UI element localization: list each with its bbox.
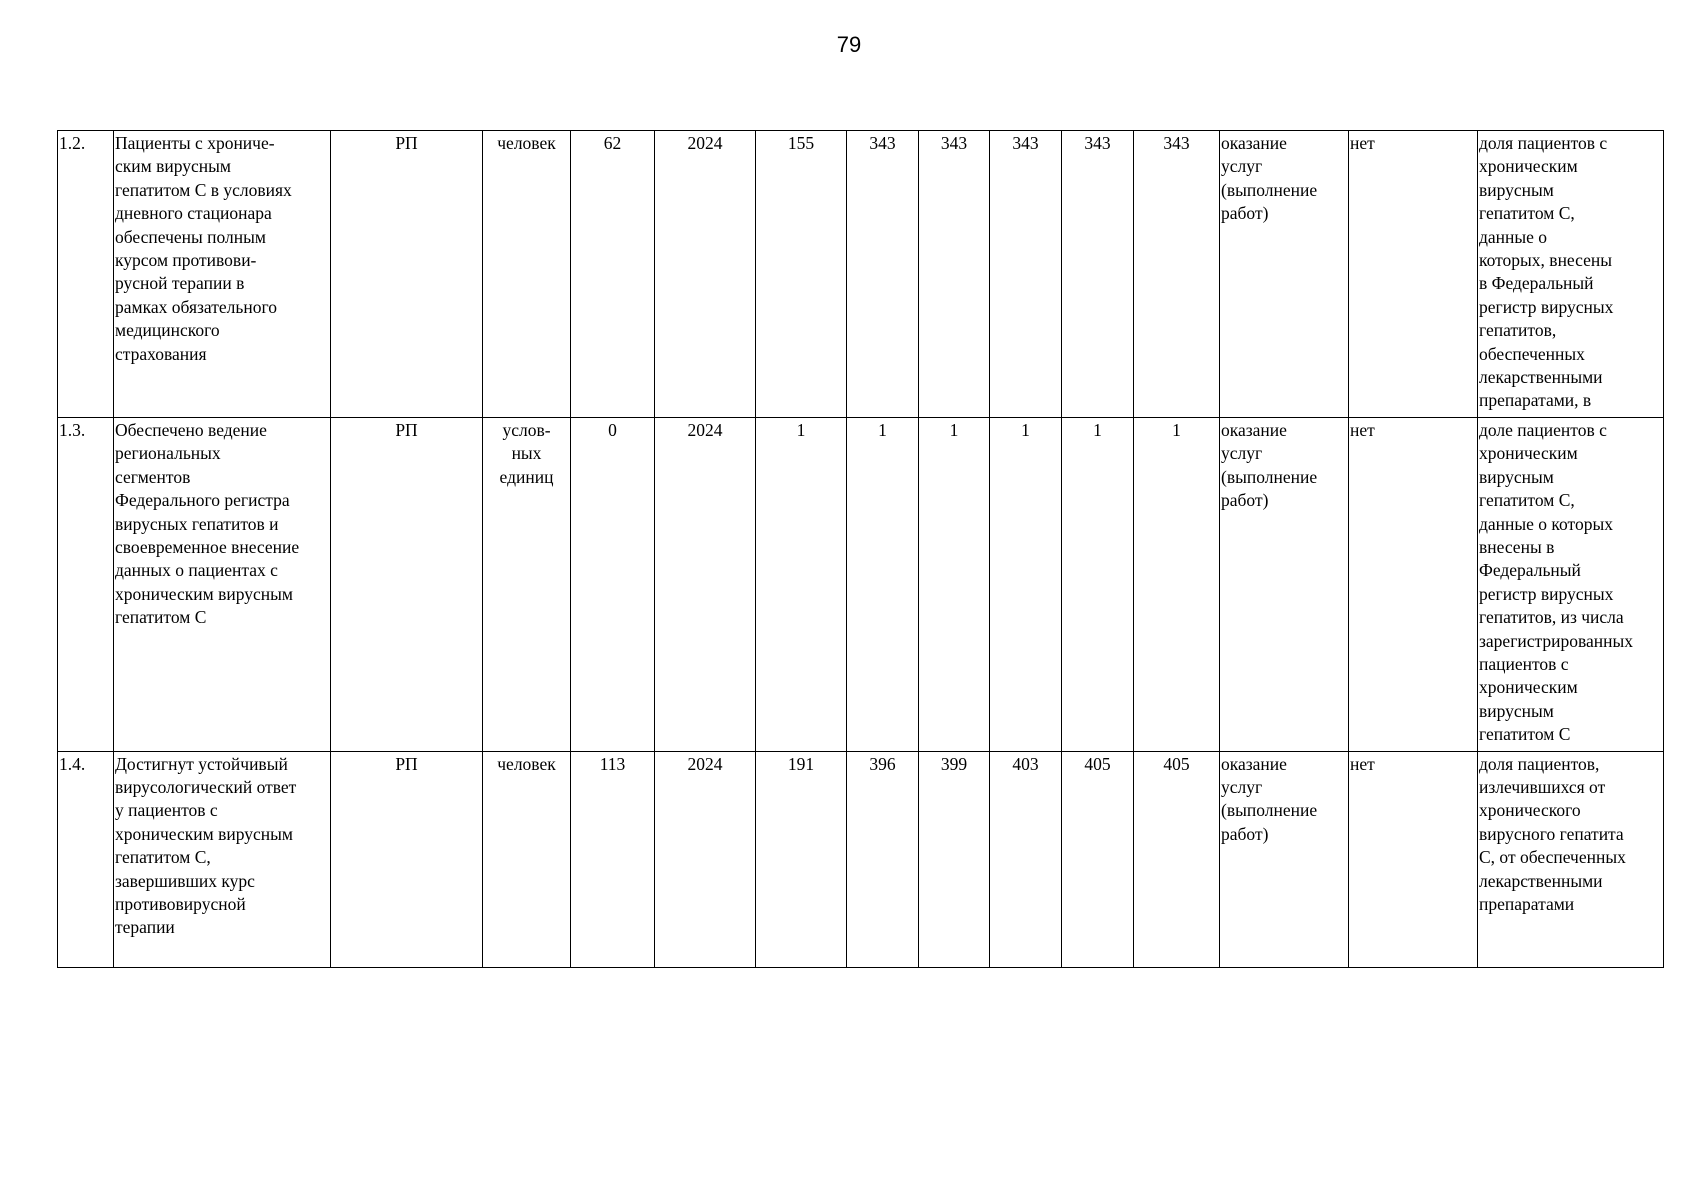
period-value: 1: [847, 417, 919, 751]
page-number: 79: [836, 32, 862, 57]
base-value: 62: [571, 131, 655, 418]
period-value: 405: [1134, 751, 1220, 967]
period-value: 396: [847, 751, 919, 967]
period-value: 1: [1134, 417, 1220, 751]
result-note: доля пациентов, излечившихся от хронического вирусного гепатита С, от обеспеченных лекарственными препаратами: [1478, 751, 1664, 967]
period-value: 1: [1062, 417, 1134, 751]
period-value: 399: [919, 751, 990, 967]
result-flag: нет: [1349, 417, 1478, 751]
period-value: 343: [990, 131, 1062, 418]
result-note: доля пациентов с хроническим вирусным гепатитом С, данные о которых, внесены в Федеральный регистр вирусных гепатитов, обеспеченных лекарственными препаратами, в: [1478, 131, 1664, 418]
period-value: 343: [1134, 131, 1220, 418]
base-year: 2024: [655, 751, 756, 967]
row-number: 1.2.: [58, 131, 114, 418]
base-value: 0: [571, 417, 655, 751]
period-value: 405: [1062, 751, 1134, 967]
result-kind: оказание услуг (выполнение работ): [1220, 417, 1349, 751]
period-value: 1: [919, 417, 990, 751]
result-type: РП: [331, 131, 483, 418]
table-row: [58, 131, 1664, 418]
result-note: доле пациентов с хроническим вирусным гепатитом С, данные о которых внесены в Федеральный регистр вирусных гепатитов, из числа зарегистрированных пациентов с хроническим вирусным гепатитом С: [1478, 417, 1664, 751]
unit-of-measure: человек: [483, 751, 571, 967]
row-number: 1.4.: [58, 751, 114, 967]
indicators-table: [57, 130, 1664, 968]
period-value: 403: [990, 751, 1062, 967]
result-description: Достигнут устойчивый вирусологический ответ у пациентов с хроническим вирусным гепатитом С, завершивших курс противовирусной терапии: [114, 751, 331, 967]
unit-of-measure: услов- ных единиц: [483, 417, 571, 751]
period-value: 1: [990, 417, 1062, 751]
base-value: 113: [571, 751, 655, 967]
result-flag: нет: [1349, 751, 1478, 967]
result-type: РП: [331, 751, 483, 967]
period-value: 343: [847, 131, 919, 418]
period-value: 155: [756, 131, 847, 418]
table-row: [58, 751, 1664, 967]
base-year: 2024: [655, 417, 756, 751]
result-type: РП: [331, 417, 483, 751]
period-value: 343: [919, 131, 990, 418]
result-kind: оказание услуг (выполнение работ): [1220, 751, 1349, 967]
period-value: 343: [1062, 131, 1134, 418]
period-value: 191: [756, 751, 847, 967]
result-flag: нет: [1349, 131, 1478, 418]
period-value: 1: [756, 417, 847, 751]
row-number: 1.3.: [58, 417, 114, 751]
result-kind: оказание услуг (выполнение работ): [1220, 131, 1349, 418]
result-description: Обеспечено ведение региональных сегментов Федерального регистра вирусных гепатитов и своевременное внесение данных о пациентах с хроническим вирусным гепатитом С: [114, 417, 331, 751]
result-description: Пациенты с хрониче- ским вирусным гепатитом С в условиях дневного стационара обеспечены полным курсом противови- русной терапии в рамках обязательного медицинского страхования: [114, 131, 331, 418]
table-row: [58, 417, 1664, 751]
unit-of-measure: человек: [483, 131, 571, 418]
base-year: 2024: [655, 131, 756, 418]
